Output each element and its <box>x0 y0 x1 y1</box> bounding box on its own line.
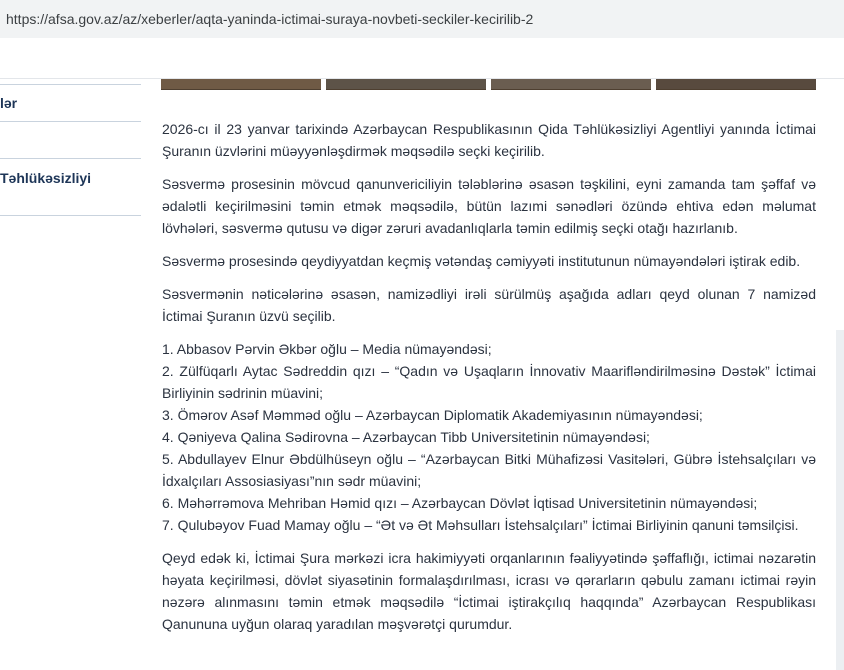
sidebar-divider <box>0 121 141 122</box>
sidebar-divider <box>0 84 141 85</box>
list-item: 6. Məhərrəmova Mehriban Həmid qızı – Azərbaycan Dövlət İqtisad Universitetinin nümayəndəsi; <box>162 495 758 511</box>
gallery-photo[interactable] <box>656 79 816 90</box>
sidebar-menu <box>0 79 142 279</box>
gallery-photo[interactable] <box>326 79 486 90</box>
list-item: 1. Abbasov Pərvin Əkbər oğlu – Media nümayəndəsi; <box>162 341 492 357</box>
gallery-photo[interactable] <box>161 79 321 90</box>
sidebar-item-3[interactable]: Təhlükəsizliyi <box>0 170 92 186</box>
sidebar-divider <box>0 158 141 159</box>
article-paragraph: 2026-cı il 23 yanvar tarixində Azərbaycan Respublikasının Qida Təhlükəsizliyi Agentliyi yanında İctimai Şuranın üzvlərini müəyyənləşdirmək məqsədilə seçki keçirilib. <box>162 121 816 159</box>
list-item: 7. Qulubəyov Fuad Mamay oğlu – “Ət və Ət Məhsulları İstehsalçıları” İctimai Birliyinin qanuni təmsilçisi. <box>162 517 799 533</box>
article-closing: Qeyd edək ki, İctimai Şura mərkəzi icra hakimiyyəti orqanlarının fəaliyyətində şəffaflığı, ictimai nəzarətin həyata keçirilməsi, dövlət siyasətinin formalaşdırılması, icrası və qərarların qəbulu zamanı ictimai rəyin nəzərə alınmasını təmin etmək məqsədilə “İctimai iştirakçılıq haqqında” Azərbaycan Respublikası Qanununa uyğun olaraq yaradılan məşvərətçi qurumdur. <box>162 550 816 632</box>
article-paragraph: Səsvermənin nəticələrinə əsasən, namizədliyi irəli sürülmüş aşağıda adları qeyd olunan 7 namizəd İctimai Şuranın üzvü seçilib. <box>162 286 816 324</box>
article-paragraph: Səsvermə prosesində qeydiyyatdan keçmiş vətəndaş cəmiyyəti institutunun nümayəndələri iştirak edib. <box>162 253 801 269</box>
url-text[interactable]: https://afsa.gov.az/az/xeberler/aqta-yaninda-ictimai-suraya-novbeti-seckiler-kecirilib-2 <box>6 11 534 27</box>
list-item: 4. Qəniyeva Qalina Sədirovna – Azərbaycan Tibb Universitetinin nümayəndəsi; <box>162 429 650 445</box>
list-item: 3. Ömərov Asəf Məmməd oğlu – Azərbaycan Diplomatik Akademiyasının nümayəndəsi; <box>162 407 703 423</box>
article-paragraph: Səsvermə prosesinin mövcud qanunvericiliyin tələblərinə əsasən təşkilini, eyni zamanda tam şəffaf və ədalətli keçirilməsini təmin etmək məqsədilə, bütün lazımi sənədləri özündə ehtiva edən məlumat lövhələri, səsvermə qutusu və digər zəruri avadanlıqlarla təmin edilmiş seçki otağı hazırlanıb. <box>162 176 816 236</box>
scrollbar[interactable] <box>836 330 844 670</box>
members-list <box>162 338 816 536</box>
page-header-area <box>0 38 844 78</box>
article-body <box>162 118 816 646</box>
sidebar-item-2[interactable] <box>0 131 140 151</box>
list-item: 5. Abdullayev Elnur Əbdülhüseyn oğlu – “Azərbaycan Bitki Mühafizəsi Vasitələri, Gübrə İstehsalçıları və İdxalçıları Assosiasiyası”nın sədr müavini; <box>162 451 816 489</box>
sidebar-divider <box>0 215 141 216</box>
list-item: 2. Zülfüqarlı Aytac Sədreddin qızı – “Qadın və Uşaqların İnnovativ Maarifləndirilməsinə Dəstək” İctimai Birliyinin sədrinin müavini; <box>162 363 816 401</box>
gallery-photo[interactable] <box>491 79 651 90</box>
sidebar-item-1[interactable]: lər <box>0 95 18 111</box>
address-bar[interactable] <box>0 0 844 38</box>
